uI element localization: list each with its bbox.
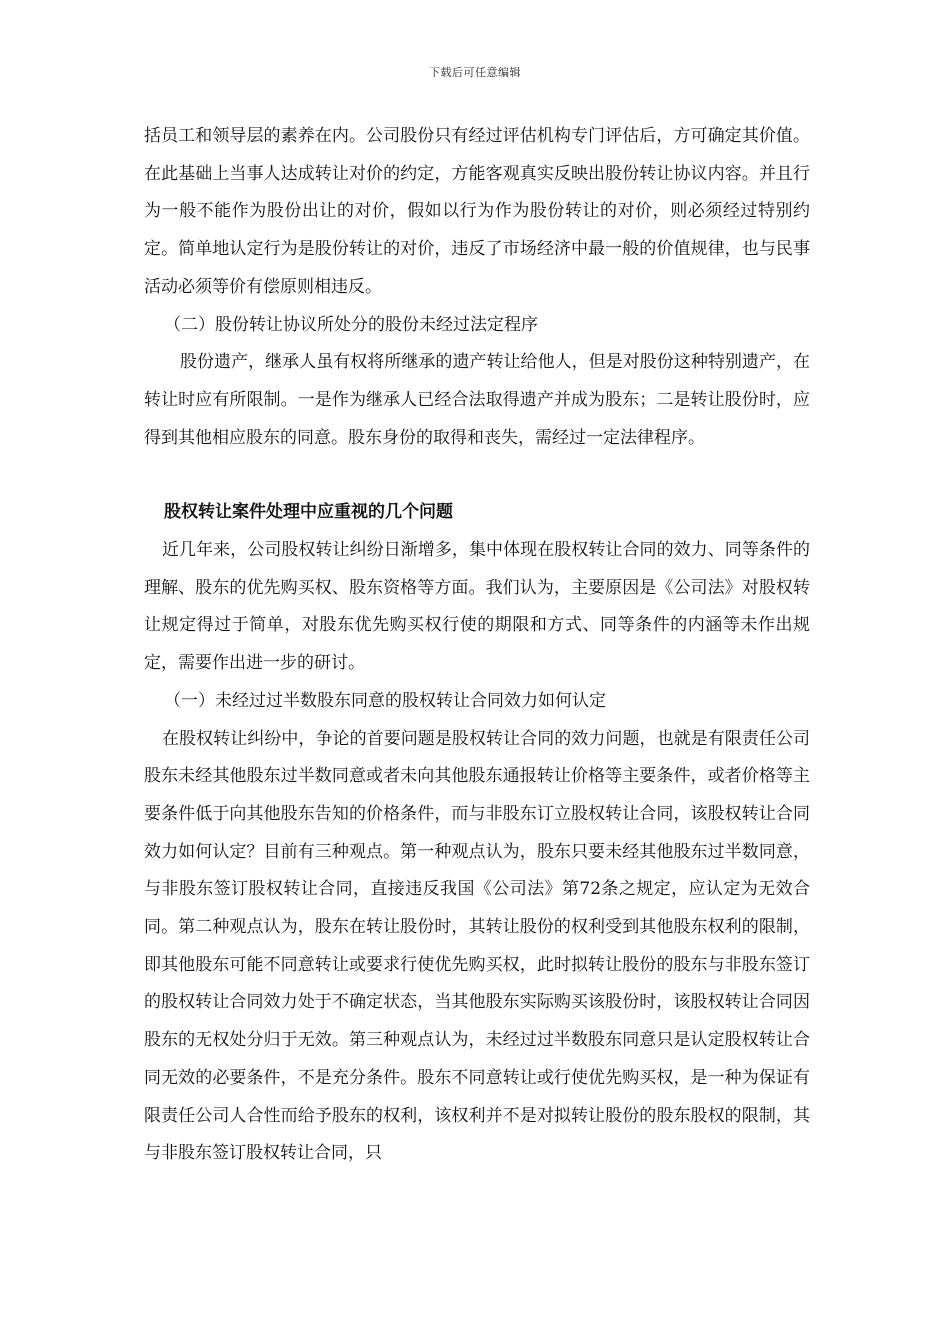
section-heading: 股权转让案件处理中应重视的几个问题 [164, 502, 453, 523]
paragraph-intro: 近几年来，公司股权转让纠纷日渐增多，集中体现在股权转让合同的效力、同等条件的理解、股东的优先购买权、股东资格等方面。我们认为，主要原因是《公司法》对股权转让规定得过于简单，对股东优先购买权行使的期限和方式、同等条件的内涵等未作出规定，需要作出进一步的研讨。 [144, 540, 810, 674]
blank-line [144, 457, 810, 494]
paragraph-inheritance: 股份遗产，继承人虽有权将所继承的遗产转让给他人，但是对股份这种特别遗产，在转让时应有所限制。一是作为继承人已经合法取得遗产并成为股东；二是转让股份时，应得到其他相应股东的同意。股东身份的取得和丧失，需经过一定法律程序。 [144, 352, 810, 448]
page-header: 下载后可任意编辑 [429, 66, 521, 79]
subheading-two: （二）股份转让协议所处分的股份未经过法定程序 [164, 314, 538, 335]
paragraph-contract-validity: 在股权转让纠纷中，争论的首要问题是股权转让合同的效力问题，也就是有限责任公司股东未经其他股东过半数同意或者未向其他股东通报转让价格等主要条件，或者价格等主要条件低于向其他股东告知的价格条件，而与非股东订立股权转让合同，该股权转让合同效力如何认定？目前有三种观点。第一种观点认为，股东只要未经其他股东过半数同意，与非股东签订股权转让合同，直接违反我国《公司法》第72条之规定，应认定为无效合同。第二种观点认为，股东在转让股份时，其转让股份的权利受到其他股东权利的限制，即其他股东可能不同意转让或要求行使优先购买权，此时拟转让股份的股东与非股东签订的股权转让合同效力处于不确定状态，当其他股东实际购买该股份时，该股权转让合同因股东的无权处分归于无效。第三种观点认为，未经过过半数股东同意只是认定股权转让合同无效的必要条件，不是充分条件。股东不同意转让或行使优先购买权，是一种为保证有限责任公司人合性而给予股东的权利，该权利并不是对拟转让股份的股东股权的限制，其与非股东签订股权转让合同，只 [144, 728, 810, 1164]
paragraph-continuation: 括员工和领导层的素养在内。公司股份只有经过评估机构专门评估后，方可确定其价值。在此基础上当事人达成转让对价的约定，方能客观真实反映出股份转让协议内容。并且行为一般不能作为股份出让的对价，假如以行为作为股份转让的对价，则必须经过特别约定。简单地认定行为是股份转让的对价，违反了市场经济中最一般的价值规律，也与民事活动必须等价有偿原则相违反。 [144, 126, 810, 297]
document-body [144, 118, 810, 1173]
subheading-one: （一）未经过过半数股东同意的股权转让合同效力如何认定 [164, 690, 606, 711]
